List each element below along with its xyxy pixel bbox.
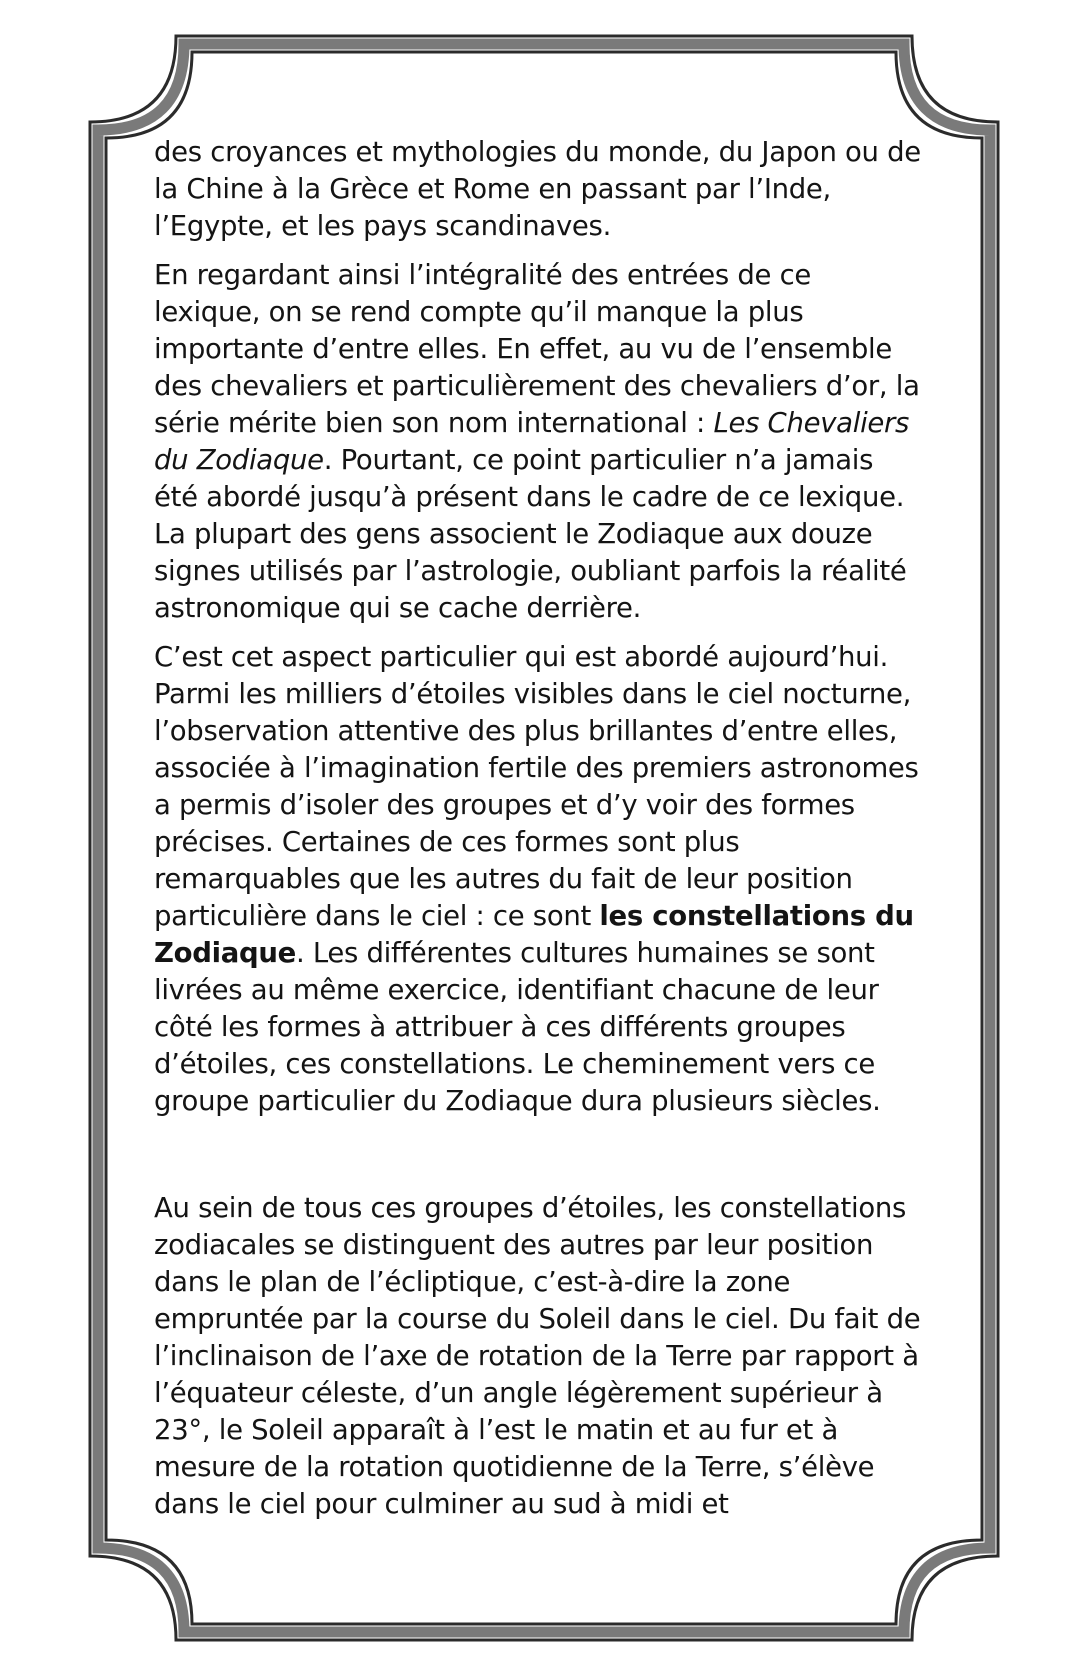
body-text <box>154 134 924 1535</box>
paragraph-1: des croyances et mythologies du monde, du Japon ou de la Chine à la Grèce et Rome en passant par l’Inde, l’Egypte, et les pays scandinaves. <box>154 136 921 242</box>
paragraph-3 <box>154 639 924 1120</box>
paragraph-3-text: C’est cet aspect particulier qui est abordé aujourd’hui. Parmi les milliers d’étoiles visibles dans le ciel nocturne, l’observation attentive des plus brillantes d’entre elles, associée à l’imagination fertile des premiers astronomes a permis d’isoler des groupes et d’y voir des formes précises. Certaines de ces formes sont plus remarquables que les autres du fait de leur position particulière dans le ciel : ce sont <box>154 641 919 932</box>
paragraph-2-text: En regardant ainsi l’intégralité des entrées de ce lexique, on se rend compte qu’il manque la plus importante d’entre elles. En effet, au vu de l’ensemble des chevaliers et particulièrement des chevaliers d’or, la série mérite bien son nom international : <box>154 259 920 439</box>
paragraph-2 <box>154 257 924 627</box>
paragraph-2-text-cont: . Pourtant, ce point particulier n’a jamais été abordé jusqu’à présent dans le cadre de ce lexique. La plupart des gens associent le Zodiaque aux douze signes utilisés par l’astrologie, oubliant parfois la réalité astronomique qui se cache derrière. <box>154 444 907 624</box>
series-title: Les Chevaliers du Zodiaque <box>154 407 910 476</box>
zodiac-constellations-term: les constellations du Zodiaque <box>154 900 914 969</box>
paragraph-4: Au sein de tous ces groupes d’étoiles, les constellations zodiacales se distinguent des autres par leur position dans le plan de l’écliptique, c’est-à-dire la zone empruntée par la course du Soleil dans le ciel. Du fait de l’inclinaison de l’axe de rotation de la Terre par rapport à l’équateur céleste, d’un angle légèrement supérieur à 23°, le Soleil apparaît à l’est le matin et au fur et à mesure de la rotation quotidienne de la Terre, s’élève dans le ciel pour culminer au sud à midi et <box>154 1192 921 1520</box>
paragraph-3-text-cont: . Les différentes cultures humaines se sont livrées au même exercice, identifiant chacune de leur côté les formes à attribuer à ces différents groupes d’étoiles, ces constellations. Le cheminement vers ce groupe particulier du Zodiaque dura plusieurs siècles. <box>154 937 881 1117</box>
